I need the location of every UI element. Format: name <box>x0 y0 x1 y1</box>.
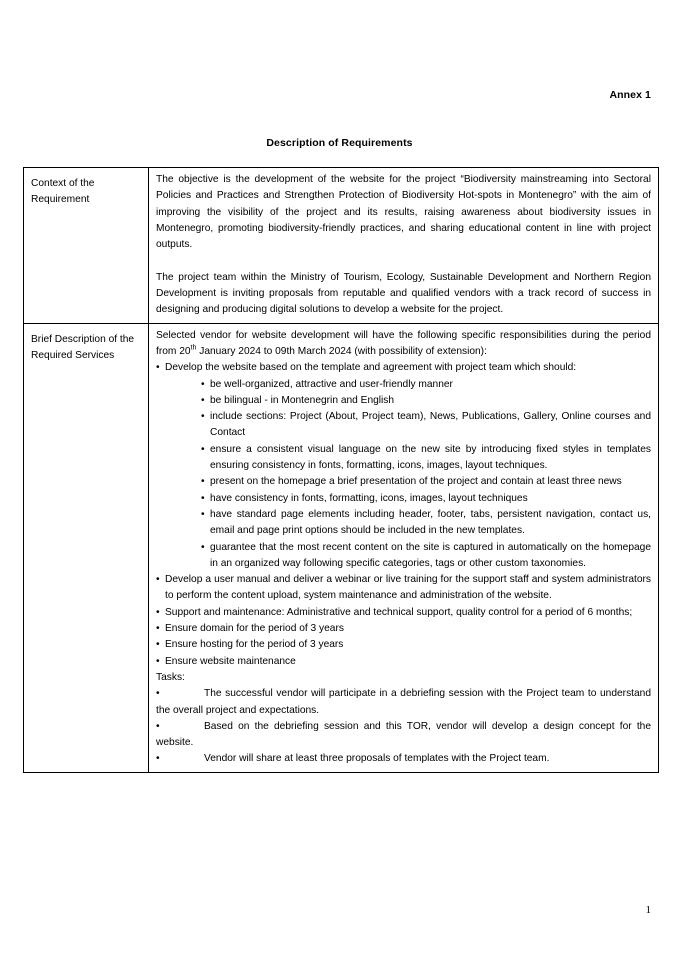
list-item-text: Ensure hosting for the period of 3 years <box>165 639 344 651</box>
bullet-icon: • <box>201 411 205 423</box>
bullet-icon: • <box>156 720 160 732</box>
list-item <box>201 409 651 442</box>
table-row <box>24 323 659 772</box>
bullet-icon: • <box>201 476 205 488</box>
table-cell-body <box>149 323 659 772</box>
first-bullet-list <box>156 360 651 376</box>
table-cell-body <box>149 168 659 324</box>
list-item-text: Develop a user manual and deliver a webinar or live training for the support staff and system administrators to perform the content upload, system maintenance and administration of the website. <box>165 574 651 602</box>
list-item-text: The successful vendor will participate in a debriefing session with the Project team to understand the overall project and expectations. <box>156 688 651 716</box>
ordinal-suffix: th <box>190 344 197 352</box>
list-item <box>156 654 651 670</box>
annex-header: Annex 1 <box>609 89 651 101</box>
list-item <box>201 442 651 475</box>
row-label-context: Context of the Requirement <box>31 178 95 206</box>
services-intro <box>156 328 651 361</box>
list-item <box>201 491 651 507</box>
requirements-table <box>23 167 659 773</box>
main-bullet-list <box>156 572 651 670</box>
list-item <box>201 540 651 573</box>
bullet-icon: • <box>201 378 205 390</box>
bullet-icon: • <box>201 508 205 520</box>
list-item <box>156 719 651 752</box>
list-item-text: guarantee that the most recent content on the site is captured in automatically on the homepage in an organized way following specific categories, tags or other custom taxonomies. <box>210 541 651 569</box>
context-paragraph-2: The project team within the Ministry of Tourism, Ecology, Sustainable Development and Northern Region Development is inviting proposals from reputable and qualified vendors with a track record of success in designing and producing digital solutions to develop a website for the project. <box>156 271 651 316</box>
bullet-icon: • <box>156 753 160 765</box>
list-item-text: Develop the website based on the template and agreement with project team which should: <box>165 362 577 374</box>
list-item <box>201 474 651 490</box>
table-cell-label <box>24 323 149 772</box>
services-intro-part2: January 2024 to 09th March 2024 (with possibility of extension): <box>196 345 487 357</box>
list-item <box>156 621 651 637</box>
bullet-icon: • <box>201 443 205 455</box>
list-item-text: Support and maintenance: Administrative and technical support, quality control for a period of 6 months; <box>165 606 633 618</box>
list-item-text: Based on the debriefing session and this TOR, vendor will develop a design concept for the website. <box>156 720 651 749</box>
services-body <box>149 324 658 772</box>
context-body <box>149 168 658 323</box>
bullet-icon: • <box>201 492 205 504</box>
list-item <box>201 377 651 393</box>
list-item-text: Vendor will share at least three proposals of templates with the Project team. <box>204 753 550 765</box>
list-item-text: ensure a consistent visual language on the new site by introducing fixed styles in templates ensuring consistency in fonts, formatting, icons, images, layout techniques. <box>210 443 651 472</box>
list-item <box>156 360 651 376</box>
list-item-text: present on the homepage a brief presentation of the project and contain at least three news <box>210 476 622 488</box>
row-label-services: Brief Description of the Required Services <box>31 333 135 361</box>
table-row <box>24 168 659 324</box>
bullet-icon: • <box>201 394 205 406</box>
list-item-text: include sections: Project (About, Project team), News, Publications, Gallery, Online courses and Contact <box>210 411 651 439</box>
list-item <box>201 507 651 540</box>
sub-bullet-list <box>156 377 651 573</box>
bullet-icon: • <box>156 606 160 618</box>
list-item <box>156 572 651 605</box>
tasks-list <box>156 686 651 767</box>
list-item-text: be well-organized, attractive and user-friendly manner <box>210 378 453 390</box>
bullet-icon: • <box>156 574 160 586</box>
list-item-text: have consistency in fonts, formatting, icons, images, layout techniques <box>210 492 528 504</box>
bullet-icon: • <box>156 688 160 700</box>
list-item <box>156 686 651 719</box>
list-item <box>156 751 651 767</box>
bullet-icon: • <box>156 362 160 374</box>
page-number: 1 <box>645 904 651 916</box>
list-item-text: have standard page elements including header, footer, tabs, persistent navigation, contact us, email and page print options should be included in the new templates. <box>210 508 651 537</box>
list-item-text: be bilingual - in Montenegrin and English <box>210 394 395 406</box>
list-item-text: Ensure domain for the period of 3 years <box>165 623 344 635</box>
bullet-icon: • <box>156 655 160 667</box>
table-cell-label <box>24 168 149 324</box>
services-intro-part1: Selected vendor for website development will have the following specific responsibilities during the period from 20 <box>156 329 651 357</box>
tasks-label: Tasks: <box>156 671 185 683</box>
bullet-icon: • <box>201 541 205 553</box>
page-title: Description of Requirements <box>266 137 413 149</box>
bullet-icon: • <box>156 623 160 635</box>
list-item <box>156 637 651 653</box>
list-item-text: Ensure website maintenance <box>165 655 296 667</box>
context-paragraph-1: The objective is the development of the website for the project “Biodiversity mainstreaming into Sectoral Policies and Practices and Strengthen Protection of Biodiversity Hot-spots in Montenegro” with the aim of improving the visibility of the project and its results, raising awareness about biodiversity issues in Montenegro, promoting biodiversity-friendly practices, and sharing educational content in line with project outputs. <box>156 174 651 251</box>
list-item <box>201 393 651 409</box>
list-item <box>156 605 651 621</box>
bullet-icon: • <box>156 639 160 651</box>
